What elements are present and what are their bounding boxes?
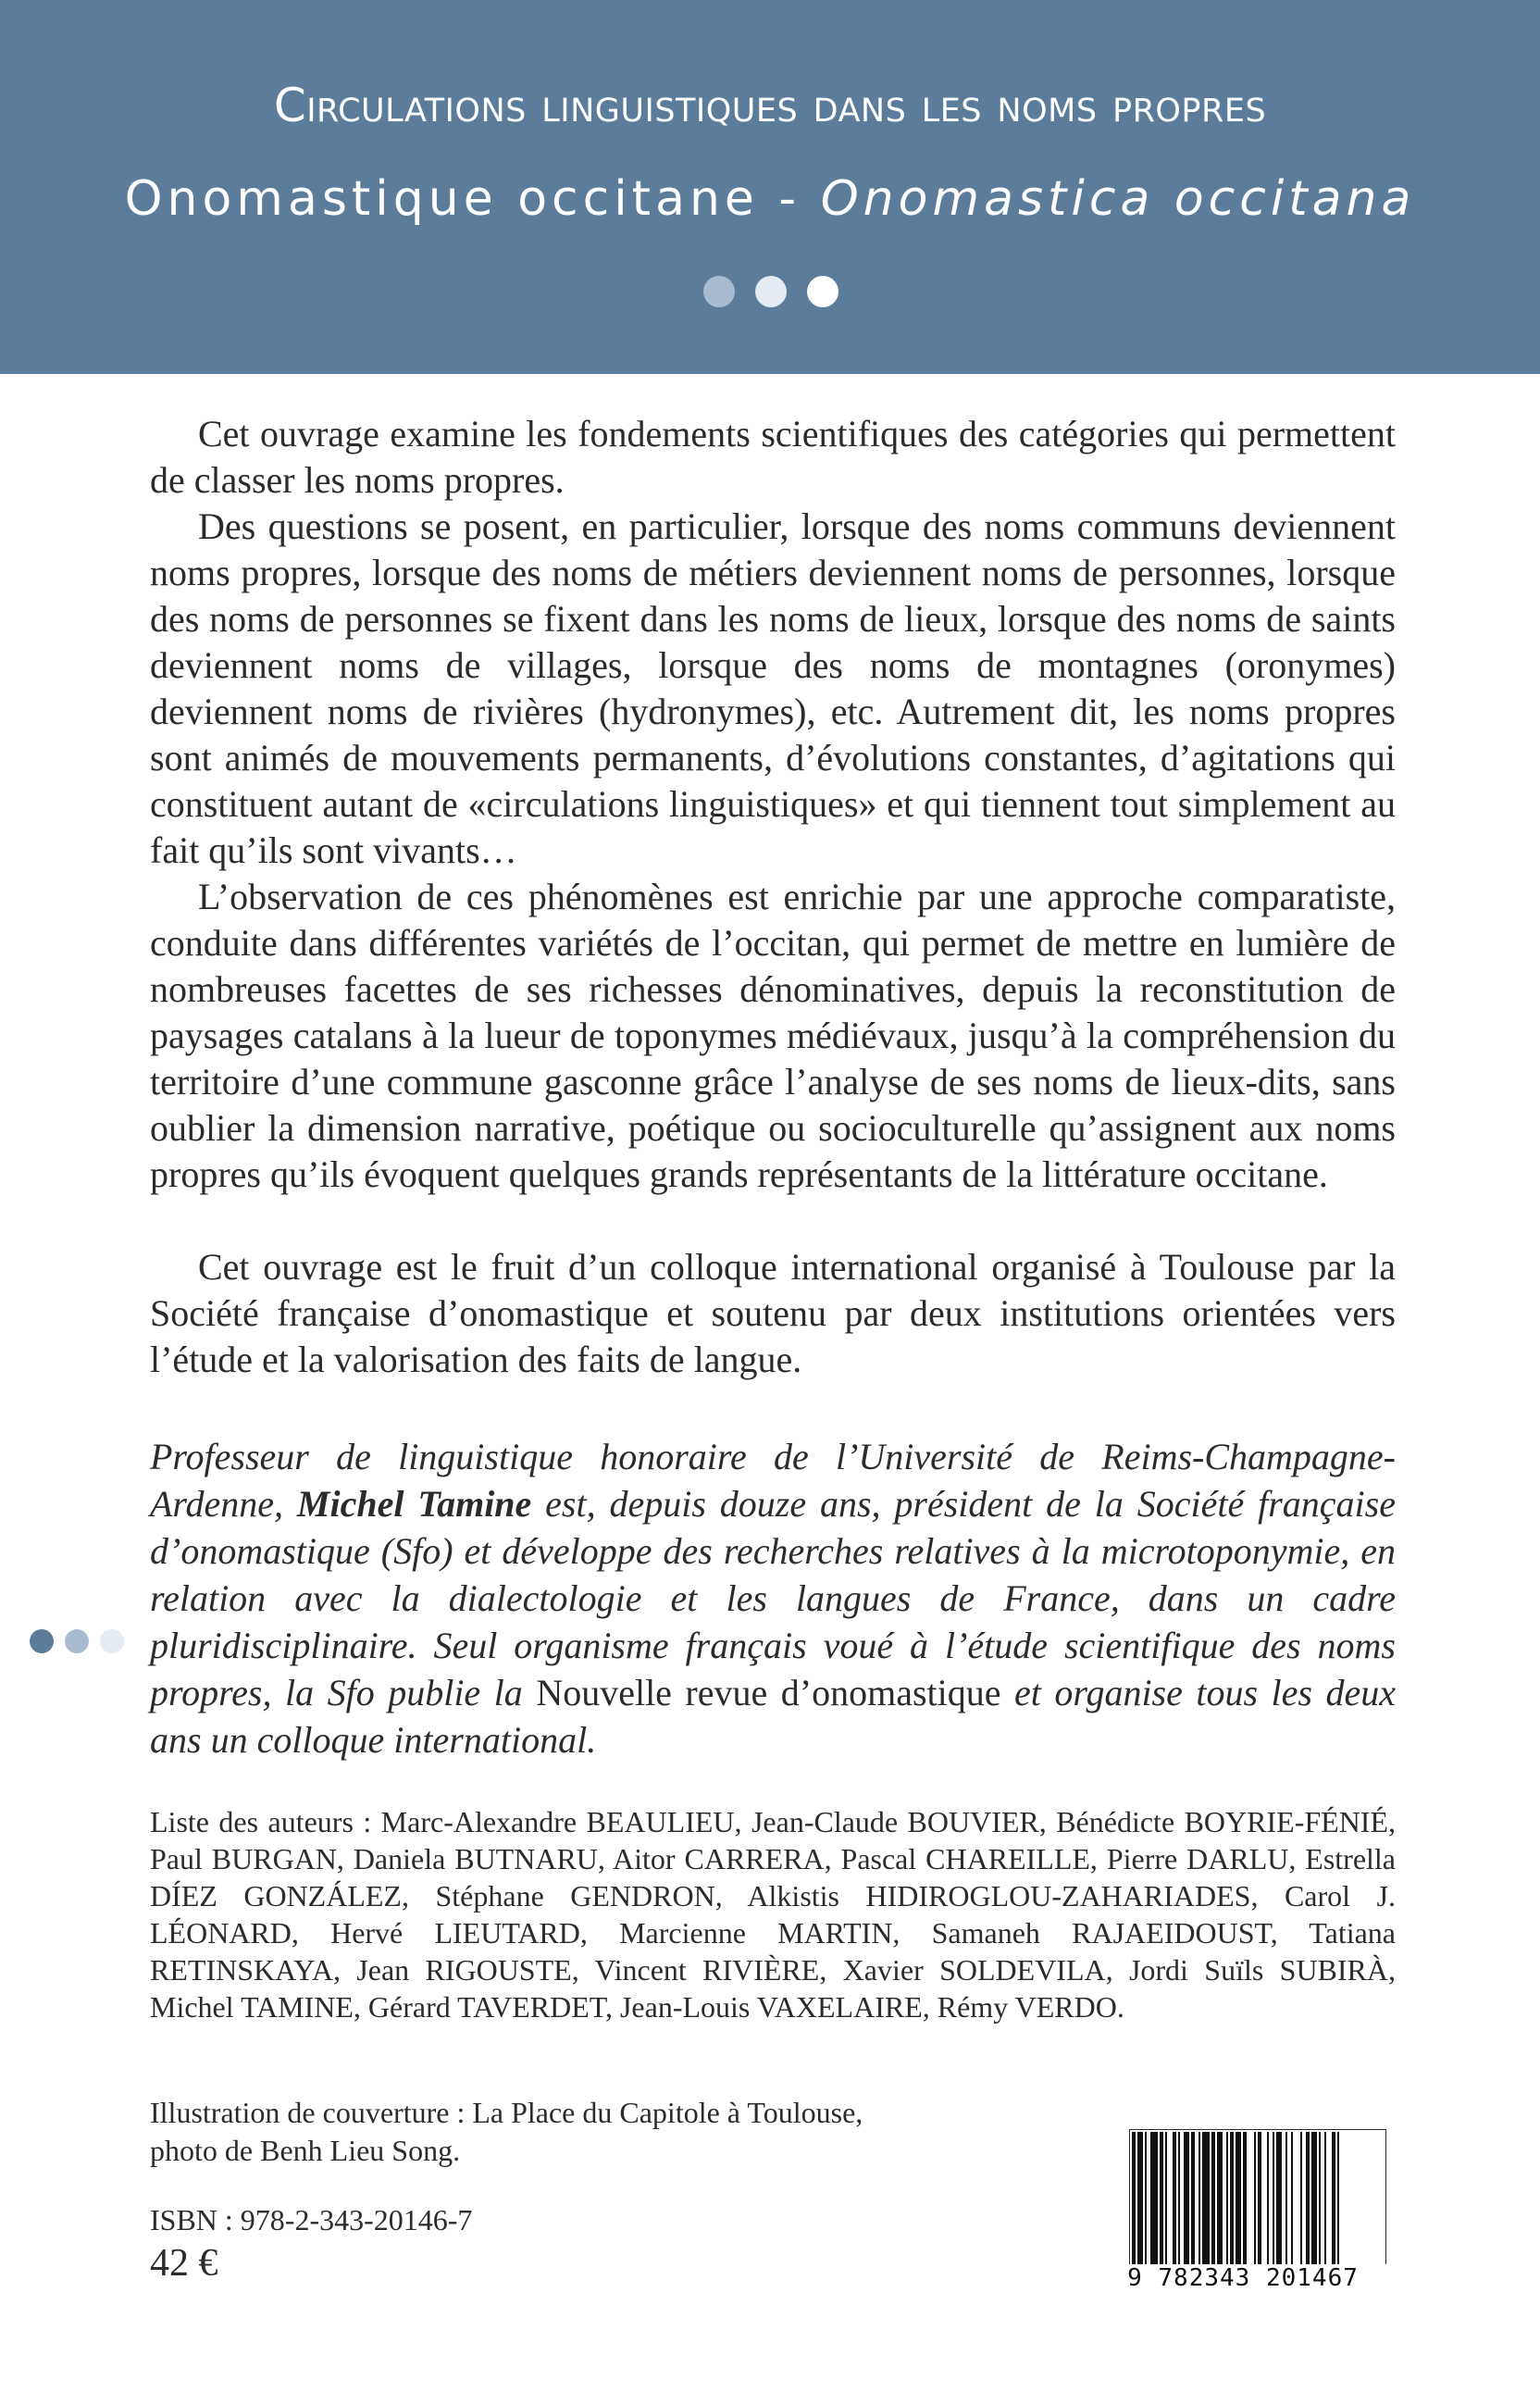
header-band — [0, 0, 1540, 374]
subtitle-occitan: Onomastica occitana — [820, 171, 1416, 227]
dot-icon — [755, 276, 787, 307]
barcode-number: 9 782343 201467 — [1096, 2264, 1390, 2292]
book-title: Circulations linguistiques dans les noms propres — [273, 79, 1267, 132]
dot-icon — [807, 276, 838, 307]
barcode-bar — [1202, 2132, 1210, 2269]
book-subtitle — [0, 171, 1540, 227]
barcode-gap — [1293, 2132, 1300, 2269]
dot-icon — [703, 276, 735, 307]
body-paragraph-3: L’observation de ces phénomènes est enrichie par une approche comparatiste, conduite dans différentes variétés de l’occitan, qui permet de mettre en lumière de nombreuses facettes de ses richesses dénominatives, depuis la reconstitution de paysages catalans à la lueur de toponymes médiévaux, jusqu’à la compréhension du territoire d’une commune gasconne grâce l’analyse de ses noms de lieux-dits, sans oublier la dimension narrative, poétique ou socioculturelle qu’assignent aux noms propres qu’ils évoquent quelques grands représentants de la littérature occitane. — [150, 876, 1396, 1195]
dot-icon — [100, 1629, 124, 1653]
author-bio — [150, 1433, 1396, 1763]
bio-text-2: est, depuis douze ans, président de la Société française d’onomastique (Sfo) et développe des recherches relatives à la microtoponymie, en relation avec la dialectologie et les langues de France, dans un cadre pluridisciplinaire. Seul organisme français voué à l’étude scientifique des noms propres, la Sfo publie la — [150, 1483, 1396, 1713]
barcode-bar — [1150, 2132, 1158, 2269]
header-dots — [703, 276, 838, 307]
price: 42 € — [150, 2242, 218, 2285]
dot-icon — [65, 1629, 89, 1653]
barcode-icon — [1129, 2129, 1386, 2270]
body-paragraph-1: Cet ouvrage examine les fondements scientifiques des catégories qui permettent de classer les noms propres. — [150, 413, 1396, 501]
body-paragraph-4: Cet ouvrage est le fruit d’un colloque international organisé à Toulouse par la Société française d’onomastique et soutenu par deux institutions orientées vers l’étude et la valorisation des faits de langue. — [150, 1246, 1396, 1380]
journal-title: Nouvelle revue d’onomastique — [536, 1672, 1001, 1713]
bio-text-3: et organise tous les deux ans un colloque international. — [150, 1672, 1396, 1761]
illustration-credit — [150, 2094, 863, 2170]
illustration-line-1: Illustration de couverture : La Place du Capitole à Toulouse, — [150, 2096, 863, 2129]
subtitle-french: Onomastique occitane - — [124, 171, 821, 227]
barcode-gap — [1339, 2132, 1343, 2269]
isbn: ISBN : 978-2-343-20146-7 — [150, 2203, 473, 2236]
barcode-gap — [1247, 2132, 1254, 2269]
author-name: Michel Tamine — [296, 1483, 532, 1525]
illustration-line-2: photo de Benh Lieu Song. — [150, 2134, 461, 2167]
dot-icon — [30, 1629, 54, 1653]
body-paragraph-2: Des questions se posent, en particulier, lorsque des noms communs deviennent noms propres, lorsque des noms de métiers deviennent noms de personnes, lorsque des noms de personnes se fixent dans les noms de lieux, lorsque des noms de saints deviennent noms de villages, lorsque des noms de montagnes (oronymes) deviennent noms de rivières (hydronymes), etc. Autrement dit, les noms propres sont animés de mouvements permanents, d’évolutions constantes, d’agitations qui constituent autant de «circulations linguistiques» et qui tiennent tout simplement au fait qu’ils sont vivants… — [150, 505, 1396, 871]
side-dots — [30, 1629, 124, 1653]
bio-text-1: Professeur de linguistique honoraire de l’Université de Reims-Champagne-Ardenne, — [150, 1436, 1396, 1525]
authors-list: Liste des auteurs : Marc-Alexandre BEAULIEU, Jean-Claude BOUVIER, Bénédicte BOYRIE-FÉNIÉ, Paul BURGAN, Daniela BUTNARU, Aitor CARRERA, Pascal CHAREILLE, Pierre DARLU, Estrella DÍEZ GONZÁLEZ, Stéphane GENDRON, Alkistis HIDIROGLOU-ZAHARIADES, Carol J. LÉONARD, Hervé LIEUTARD, Marcienne MARTIN, Samaneh RAJAEIDOUST, Tatiana RETINSKAYA, Jean RIGOUSTE, Vincent RIVIÈRE, Xavier SOLDEVILA, Jordi Suïls SUBIRÀ, Michel TAMINE, Gérard TAVERDET, Jean-Louis VAXELAIRE, Rémy VERDO. — [150, 1805, 1396, 2024]
